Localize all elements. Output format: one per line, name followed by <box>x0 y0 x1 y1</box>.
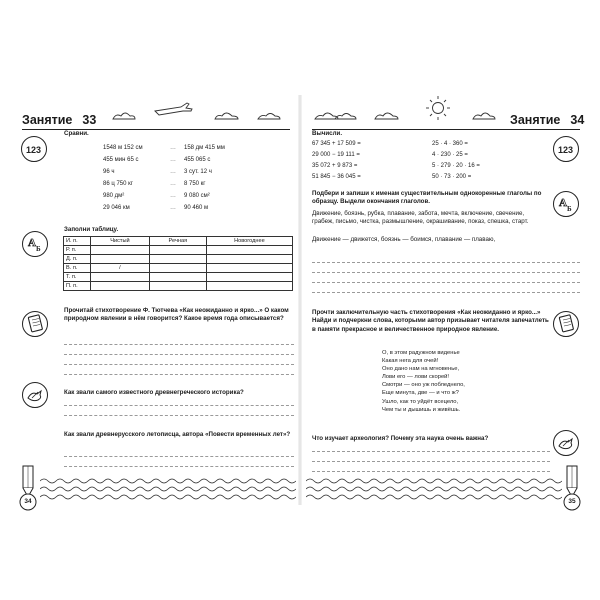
answer-line[interactable] <box>312 272 580 273</box>
svg-text:A: A <box>559 197 567 209</box>
table-row <box>64 255 293 264</box>
lesson-number: 33 <box>82 113 97 127</box>
answer-line[interactable] <box>64 364 294 365</box>
poem-line: Чем ты и дышишь и живёшь. <box>382 406 461 413</box>
compare-answer-blank[interactable]: … <box>170 181 177 187</box>
table-header-cell: И. п. <box>64 237 91 246</box>
table-cell[interactable] <box>91 246 150 255</box>
table-cell[interactable] <box>206 264 292 273</box>
task-poem-question: Прочитай стихотворение Ф. Тютчева «Как неожиданно и ярко...» О каком природном явлении в нём говорится? Какое время года описывается? <box>64 307 289 323</box>
compare-answer-blank[interactable]: … <box>170 145 177 151</box>
case-label: Р. п. <box>64 246 91 255</box>
task-table-title: Заполни таблицу. <box>64 226 119 233</box>
case-label: В. п. <box>64 264 91 273</box>
answer-line[interactable] <box>64 405 294 406</box>
poem-line: Какая нега для очей! <box>382 358 439 365</box>
sun-icon <box>426 96 450 120</box>
bird-icon <box>553 430 579 456</box>
poem-line: Еще минута, две — и что ж? <box>382 390 459 397</box>
calc-expression: 4 · 230 · 25 = <box>432 152 468 158</box>
case-label: П. п. <box>64 282 91 291</box>
poem-excerpt <box>382 349 552 414</box>
table-cell[interactable] <box>149 264 206 273</box>
math-123-icon <box>21 136 47 162</box>
math-123-icon <box>553 136 579 162</box>
word-list: Движение, боязнь, рубка, плавание, забота, мечта, включение, свечение, грабеж, письмо, чистка, размышление, окрашивание, показ, спешка, старт. <box>312 210 529 226</box>
table-header-cell: Речная <box>149 237 206 246</box>
sample-answer: Движение — движется, боязнь — боимся, плавание — плаваю, <box>312 236 496 243</box>
svg-text:A: A <box>28 237 36 249</box>
compare-list: 1548 м 152 см … 158 дм 415 мм 455 мин 65 с … 455 065 с 96 ч … 3 сут. 12 ч 86 ц 750 кг … 8 750 кг 980 дм² … 9 080 см² 29 046 км … 90 460 м <box>103 145 225 211</box>
svg-text:123: 123 <box>26 145 42 155</box>
alphabet-ab-icon <box>553 191 579 217</box>
task-poem-underline: Прочти заключительную часть стихотворения «Как неожиданно и ярко...» Найди и подчеркни слова, которыми автор призывает читателя запечатлеть в памяти прекрасное и величественное природное явление. <box>312 309 549 333</box>
right-page <box>300 0 600 600</box>
case-label: Д. п. <box>64 255 91 264</box>
table-cell[interactable] <box>206 246 292 255</box>
answer-line[interactable] <box>312 282 580 283</box>
wave-decoration-right <box>306 475 562 505</box>
table-cell[interactable] <box>206 282 292 291</box>
table-cell[interactable] <box>91 264 150 273</box>
answer-line[interactable] <box>64 415 294 416</box>
poem-line: Смотри — оно уж побледнело, <box>382 382 465 389</box>
table-cell[interactable] <box>91 282 150 291</box>
task-chronicler-question: Как звали древнерусского летописца, автора «Повести временных лет»? <box>64 431 291 438</box>
lesson-label: Занятие <box>22 113 73 127</box>
wave-decoration-left <box>40 475 296 505</box>
calc-list <box>312 139 512 185</box>
title-underline <box>22 129 290 130</box>
title-underline <box>312 129 580 130</box>
task-compare-title: Сравни. <box>64 130 89 137</box>
alphabet-ab-icon <box>22 231 48 257</box>
calc-expression: 5 · 279 · 20 · 16 = <box>432 163 480 169</box>
calc-expression: 35 072 + 9 873 = <box>312 163 358 169</box>
table-cell[interactable] <box>149 282 206 291</box>
task-calculate-title: Вычисли. <box>312 130 343 137</box>
table-cell[interactable] <box>206 255 292 264</box>
book-icon <box>22 311 48 337</box>
table-cell[interactable] <box>149 246 206 255</box>
compare-answer-blank[interactable]: … <box>170 193 177 199</box>
table-header-cell: Чистый <box>91 237 150 246</box>
compare-answer-blank[interactable]: … <box>170 205 177 211</box>
answer-line[interactable] <box>64 456 294 457</box>
lesson-number: 34 <box>570 113 585 127</box>
header-sky-illustration-right <box>305 90 535 125</box>
answer-line[interactable] <box>64 466 294 467</box>
calc-expression: 29 000 − 19 111 = <box>312 152 360 158</box>
svg-text:Б: Б <box>567 205 572 213</box>
table-row <box>64 246 293 255</box>
task-verbs-title: Подбери и запиши к именам существительным однокоренные глаголы по образцу. Выдели окончания глаголов. <box>312 190 542 206</box>
header-sky-illustration-left <box>95 95 295 125</box>
answer-line[interactable] <box>312 262 580 263</box>
declension-table <box>63 236 293 291</box>
case-label: Т. п. <box>64 273 91 282</box>
answer-line[interactable] <box>64 374 294 375</box>
lesson-title-right <box>510 113 584 127</box>
poem-line: Лови его — лови скорей! <box>382 374 450 381</box>
table-header-cell: Новогоднее <box>206 237 292 246</box>
task-archaeology-question: Что изучает археология? Почему эта наука очень важна? <box>312 435 489 442</box>
calc-expression: 25 · 4 · 360 = <box>432 141 468 147</box>
svg-text:123: 123 <box>558 145 574 155</box>
answer-line[interactable] <box>312 451 550 452</box>
table-header-row <box>64 237 293 246</box>
compare-answer-blank[interactable]: … <box>170 157 177 163</box>
page-number-left: 34 <box>24 498 32 505</box>
lesson-label: Занятие <box>510 113 561 127</box>
table-row <box>64 282 293 291</box>
airplane-icon <box>155 103 192 115</box>
calc-expression: 51 845 − 36 045 = <box>312 174 361 180</box>
table-cell[interactable] <box>91 273 150 282</box>
poem-line: Ушло, как то уйдёт всецело, <box>382 398 459 405</box>
table-row <box>64 264 293 273</box>
table-cell[interactable] <box>149 255 206 264</box>
calc-expression: 67 345 + 17 509 = <box>312 141 361 147</box>
table-cell[interactable] <box>149 273 206 282</box>
table-row <box>64 273 293 282</box>
poem-line: О, в этом радужном виденье <box>382 350 460 356</box>
answer-line[interactable] <box>312 471 550 472</box>
task-historian-question: Как звали самого известного древнегреческого историка? <box>64 389 244 396</box>
slash-mark: / <box>119 265 121 271</box>
answer-line[interactable] <box>312 461 550 462</box>
calc-expression: 50 · 73 · 200 = <box>432 174 472 180</box>
svg-text:Б: Б <box>36 245 41 253</box>
table-cell[interactable] <box>206 273 292 282</box>
lesson-title-left <box>22 113 96 127</box>
answer-line[interactable] <box>64 354 294 355</box>
poem-line: Оно дано нам на мгновенье, <box>382 366 460 373</box>
bird-icon <box>22 382 48 408</box>
page-number-right: 35 <box>568 498 576 505</box>
answer-line[interactable] <box>64 344 294 345</box>
book-icon <box>553 311 579 337</box>
table-cell[interactable] <box>91 255 150 264</box>
answer-line[interactable] <box>312 292 580 293</box>
compare-answer-blank[interactable]: … <box>170 169 177 175</box>
